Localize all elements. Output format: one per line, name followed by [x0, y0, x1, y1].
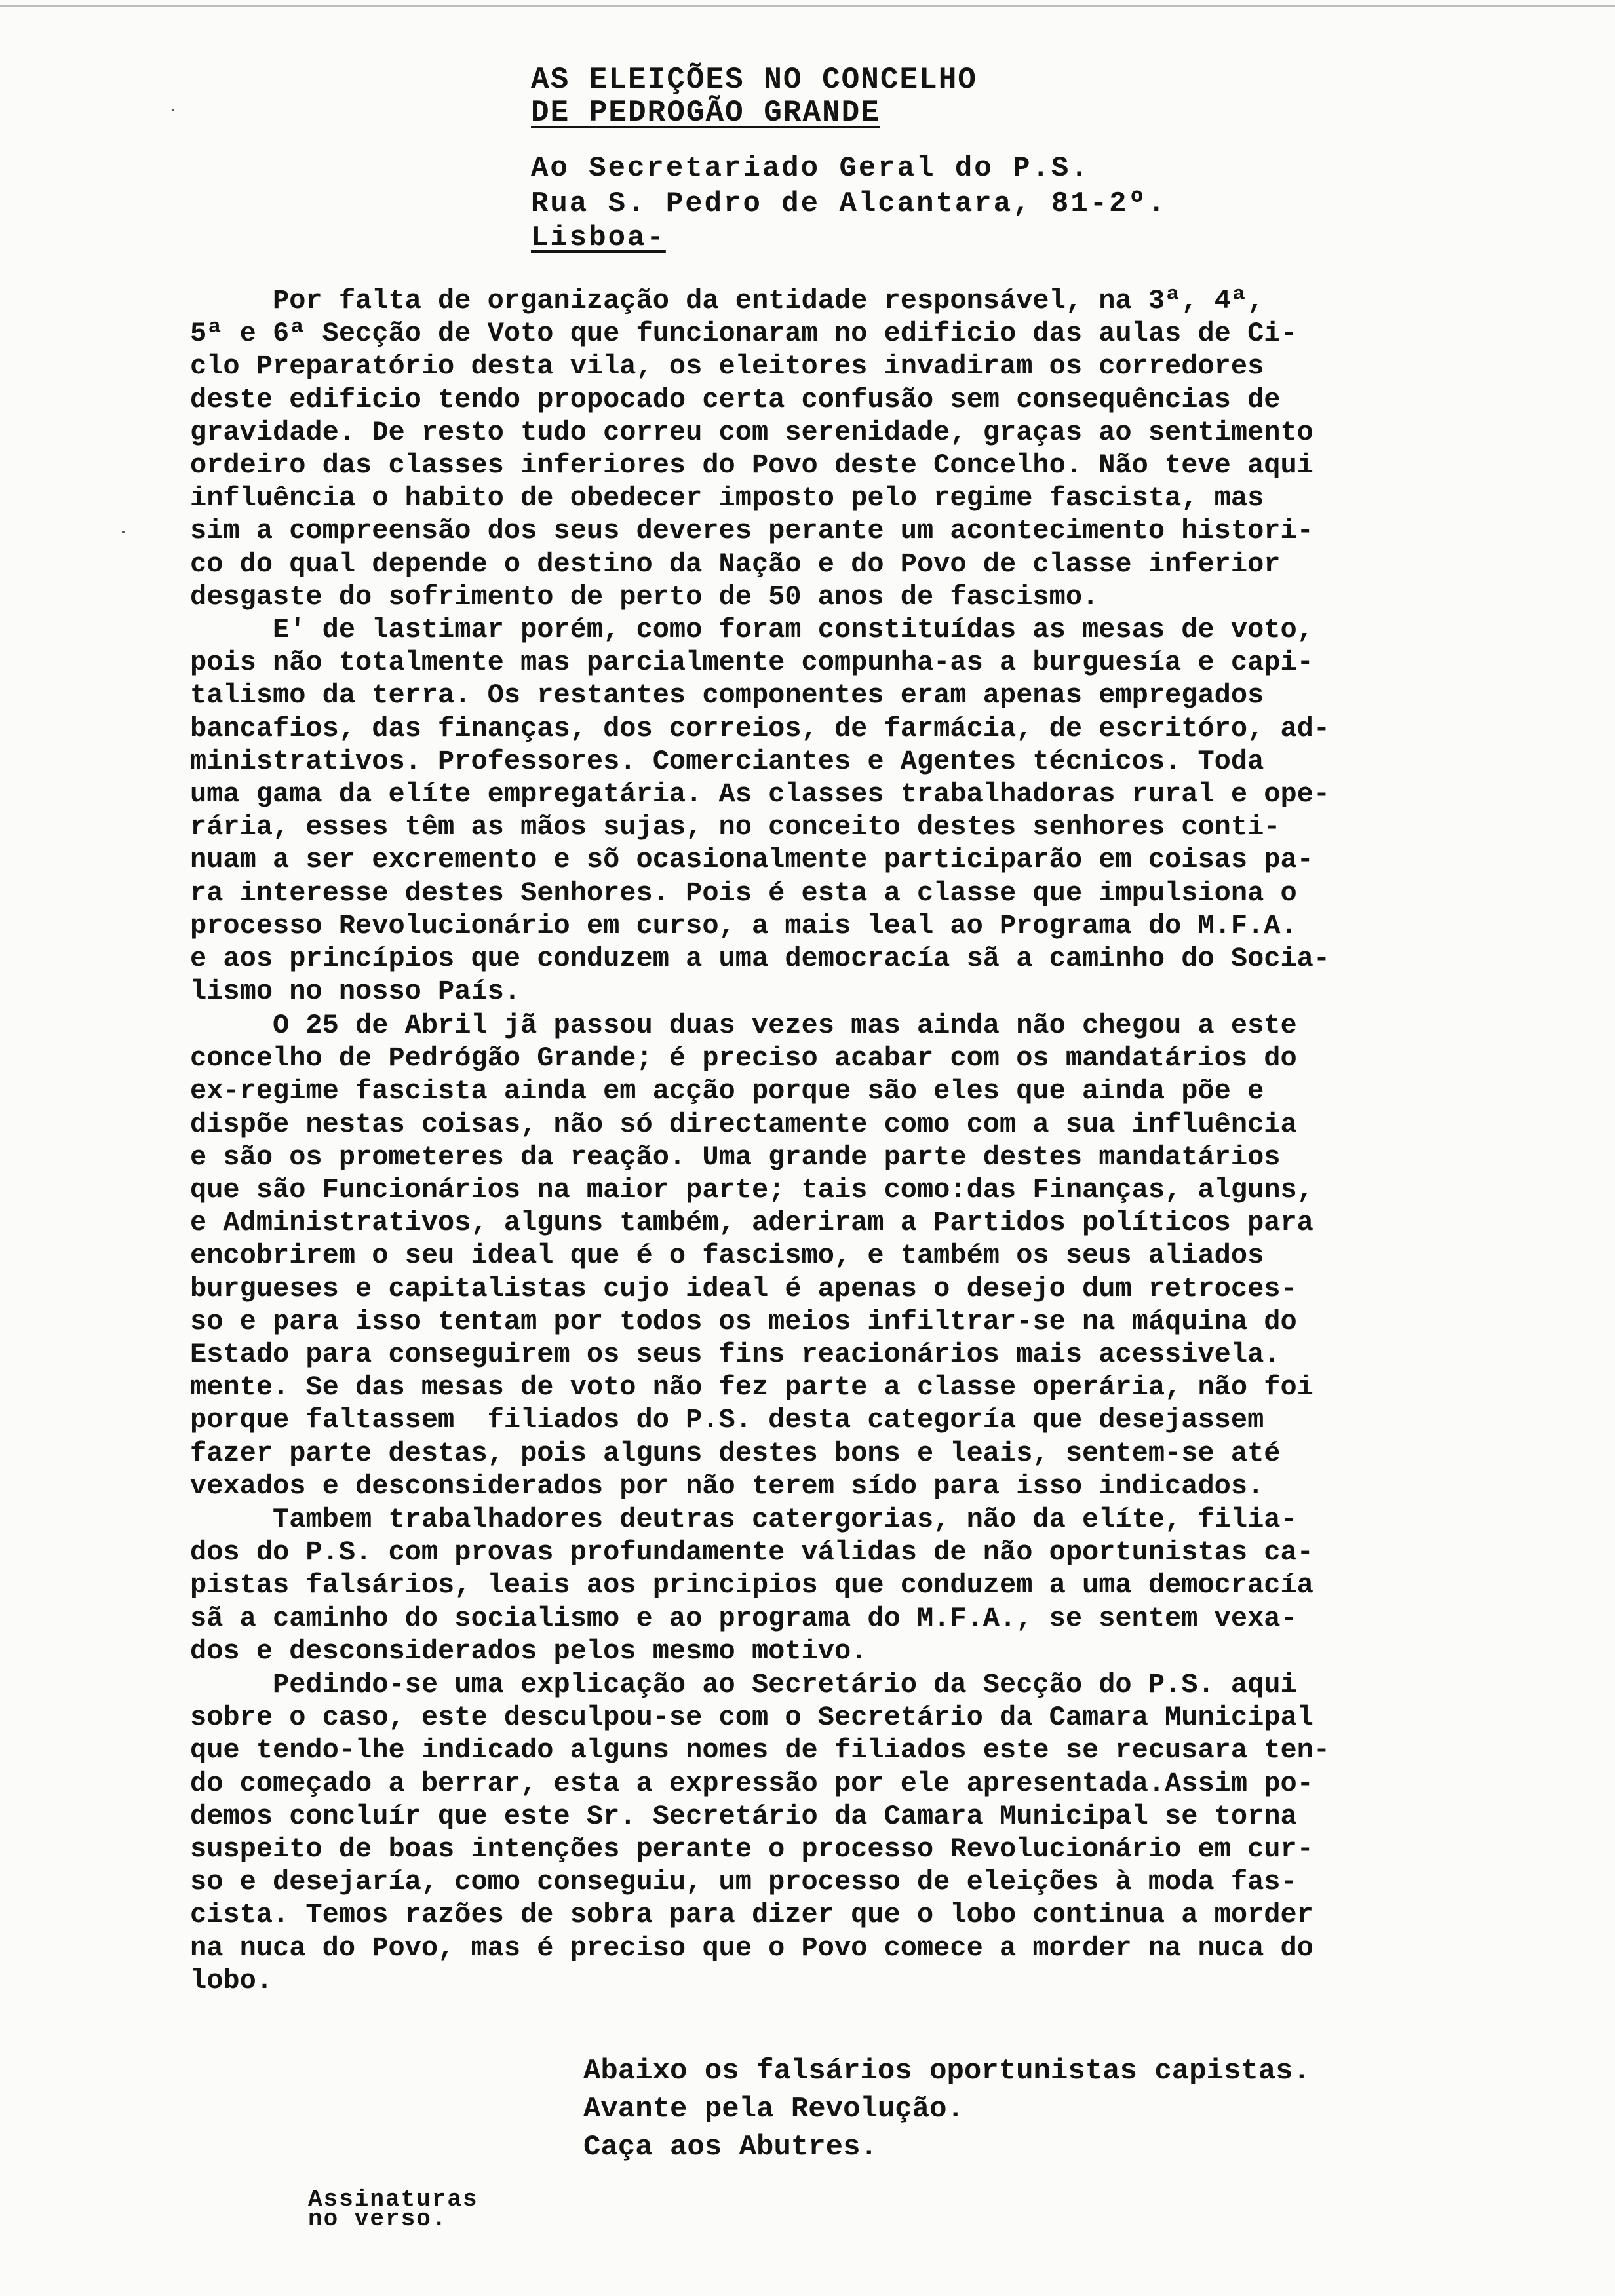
paragraph-3 — [190, 1009, 1566, 1502]
text-line: co do qual depende o destino da Nação e do Povo de classe inferior — [190, 548, 1281, 580]
signatures-note — [308, 2186, 478, 2232]
paragraph-2 — [190, 613, 1566, 1008]
text-line: que são Funcionários na maior parte; tais como:das Finanças, alguns, — [190, 1174, 1313, 1206]
text-line: Estado para conseguirem os seus fins reacionários mais acessivela. — [190, 1339, 1281, 1371]
text-line: burgueses e capitalistas cujo ideal é apenas o desejo dum retroces- — [190, 1272, 1297, 1305]
text-line: ra interesse destes Senhores. Pois é esta a classe que impulsiona o — [190, 877, 1297, 909]
ink-speck — [122, 531, 125, 533]
text-line: rária, esses têm as mãos sujas, no conceito destes senhores conti- — [190, 811, 1281, 843]
text-line: Pedindo-se uma explicação ao Secretário da Secção do P.S. aqui — [190, 1669, 1297, 1700]
text-line: do começado a berrar, esta a expressão por ele apresentada.Assim po- — [190, 1767, 1313, 1799]
text-line: fazer parte destas, pois alguns destes bons e leais, sentem-se até — [190, 1437, 1281, 1469]
paragraph-1 — [190, 284, 1566, 613]
text-line: cista. Temos razões de sobra para dizer que o lobo continua a morder — [190, 1899, 1313, 1931]
text-line: desgaste do sofrimento de perto de 50 anos de fascismo. — [190, 581, 1099, 613]
document-title-line1: AS ELEIÇÕES NO CONCELHO — [531, 63, 977, 97]
text-line: vexados e desconsiderados por não terem sído para isso indicados. — [190, 1470, 1264, 1502]
text-line: lismo no nosso País. — [190, 976, 521, 1008]
text-line: ex-regime fascista ainda em acção porque são eles que ainda põe e — [190, 1075, 1264, 1107]
text-line: clo Preparatório desta vila, os eleitores invadiram os corredores — [190, 351, 1264, 383]
text-line: so e desejaría, como conseguiu, um processo de eleições à moda fas- — [190, 1866, 1297, 1898]
text-line: que tendo-lhe indicado alguns nomes de filiados este se recusara ten- — [190, 1734, 1331, 1767]
text-line: bancafios, das finanças, dos correios, de farmácia, de escritóro, ad- — [190, 712, 1331, 744]
address-line1: Ao Secretariado Geral do P.S. — [531, 152, 1090, 185]
text-line: porque faltassem filiados do P.S. desta categoría que desejassem — [190, 1404, 1264, 1436]
text-line: Por falta de organização da entidade responsável, na 3ª, 4ª, — [190, 285, 1264, 316]
text-line: dispõe nestas coisas, não só directamente como com a sua influência — [190, 1108, 1297, 1140]
text-line: talismo da terra. Os restantes componentes eram apenas empregados — [190, 679, 1264, 712]
text-line: dos e desconsiderados pelos mesmo motivo. — [190, 1635, 868, 1667]
signatures-line1: Assinaturas — [308, 2186, 478, 2213]
text-line: uma gama da elíte empregatária. As classes trabalhadoras rural e ope- — [190, 778, 1331, 811]
text-line: O 25 de Abril jã passou duas vezes mas ainda não chegou a este — [190, 1010, 1297, 1041]
paragraph-5 — [190, 1668, 1566, 1997]
text-line: na nuca do Povo, mas é preciso que o Povo comece a morder na nuca do — [190, 1932, 1313, 1964]
text-line: ordeiro das classes inferiores do Povo deste Concelho. Não teve aqui — [190, 450, 1313, 482]
text-line: ministrativos. Professores. Comerciantes e Agentes técnicos. Toda — [190, 745, 1264, 777]
text-line: nuam a ser excremento e sõ ocasionalmente participarão em coisas pa- — [190, 844, 1313, 876]
text-line: suspeito de boas intenções perante o processo Revolucionário em cur- — [190, 1833, 1313, 1866]
address-line2: Rua S. Pedro de Alcantara, 81-2º. — [531, 187, 1167, 220]
address-line3: Lisboa- — [531, 221, 666, 254]
text-line: E' de lastimar porém, como foram constituídas as mesas de voto, — [190, 614, 1313, 645]
text-line: 5ª e 6ª Secção de Voto que funcionaram no edificio das aulas de Ci- — [190, 318, 1297, 350]
text-line: encobrirem o seu ideal que é o fascismo, e também os seus aliados — [190, 1240, 1264, 1272]
text-line: pois não totalmente mas parcialmente compunha-as a burguesía e capi- — [190, 647, 1313, 679]
closing-line2: Avante pela Revolução. — [583, 2093, 964, 2126]
text-line: sobre o caso, este desculpou-se com o Secretário da Camara Municipal — [190, 1702, 1313, 1734]
text-line: sim a compreensão dos seus deveres perante um acontecimento histori- — [190, 515, 1313, 547]
document-title-line2: DE PEDROGÃO GRANDE — [531, 96, 880, 130]
text-line: lobo. — [190, 1964, 273, 1997]
paragraph-4 — [190, 1503, 1566, 1668]
text-line: gravidade. De resto tudo correu com serenidade, graças ao sentimento — [190, 416, 1313, 448]
text-line: mente. Se das mesas de voto não fez parte a classe operária, não foi — [190, 1371, 1313, 1404]
text-line: e aos princípios que conduzem a uma democracía sã a caminho do Socia- — [190, 943, 1331, 975]
text-line: demos concluír que este Sr. Secretário da Camara Municipal se torna — [190, 1800, 1297, 1832]
text-line: deste edificio tendo propocado certa confusão sem consequências de — [190, 383, 1281, 415]
text-line: concelho de Pedrógão Grande; é preciso acabar com os mandatários do — [190, 1043, 1297, 1075]
text-line: sã a caminho do socialismo e ao programa do M.F.A., se sentem vexa- — [190, 1602, 1297, 1634]
ink-speck — [172, 109, 174, 111]
text-line: e são os prometeres da reação. Uma grande parte destes mandatários — [190, 1141, 1281, 1173]
closing-block — [583, 2052, 1310, 2166]
text-line: Tambem trabalhadores deutras catergorias, não da elíte, filia- — [190, 1504, 1297, 1535]
text-line: pistas falsários, leais aos principios que conduzem a uma democracía — [190, 1569, 1313, 1601]
closing-line3: Caça aos Abutres. — [583, 2131, 878, 2164]
closing-line1: Abaixo os falsários oportunistas capistas. — [583, 2055, 1310, 2088]
text-line: e Administrativos, alguns também, aderiram a Partidos políticos para — [190, 1207, 1313, 1239]
text-line: processo Revolucionário em curso, a mais leal ao Programa do M.F.A. — [190, 909, 1297, 942]
text-line: so e para isso tentam por todos os meios infiltrar-se na máquina do — [190, 1305, 1297, 1337]
text-line: dos do P.S. com provas profundamente válidas de não oportunistas ca- — [190, 1537, 1313, 1569]
text-line: influência o habito de obedecer imposto pelo regime fascista, mas — [190, 482, 1264, 514]
signatures-line2: no verso. — [308, 2206, 448, 2232]
top-border-line — [0, 5, 1615, 7]
